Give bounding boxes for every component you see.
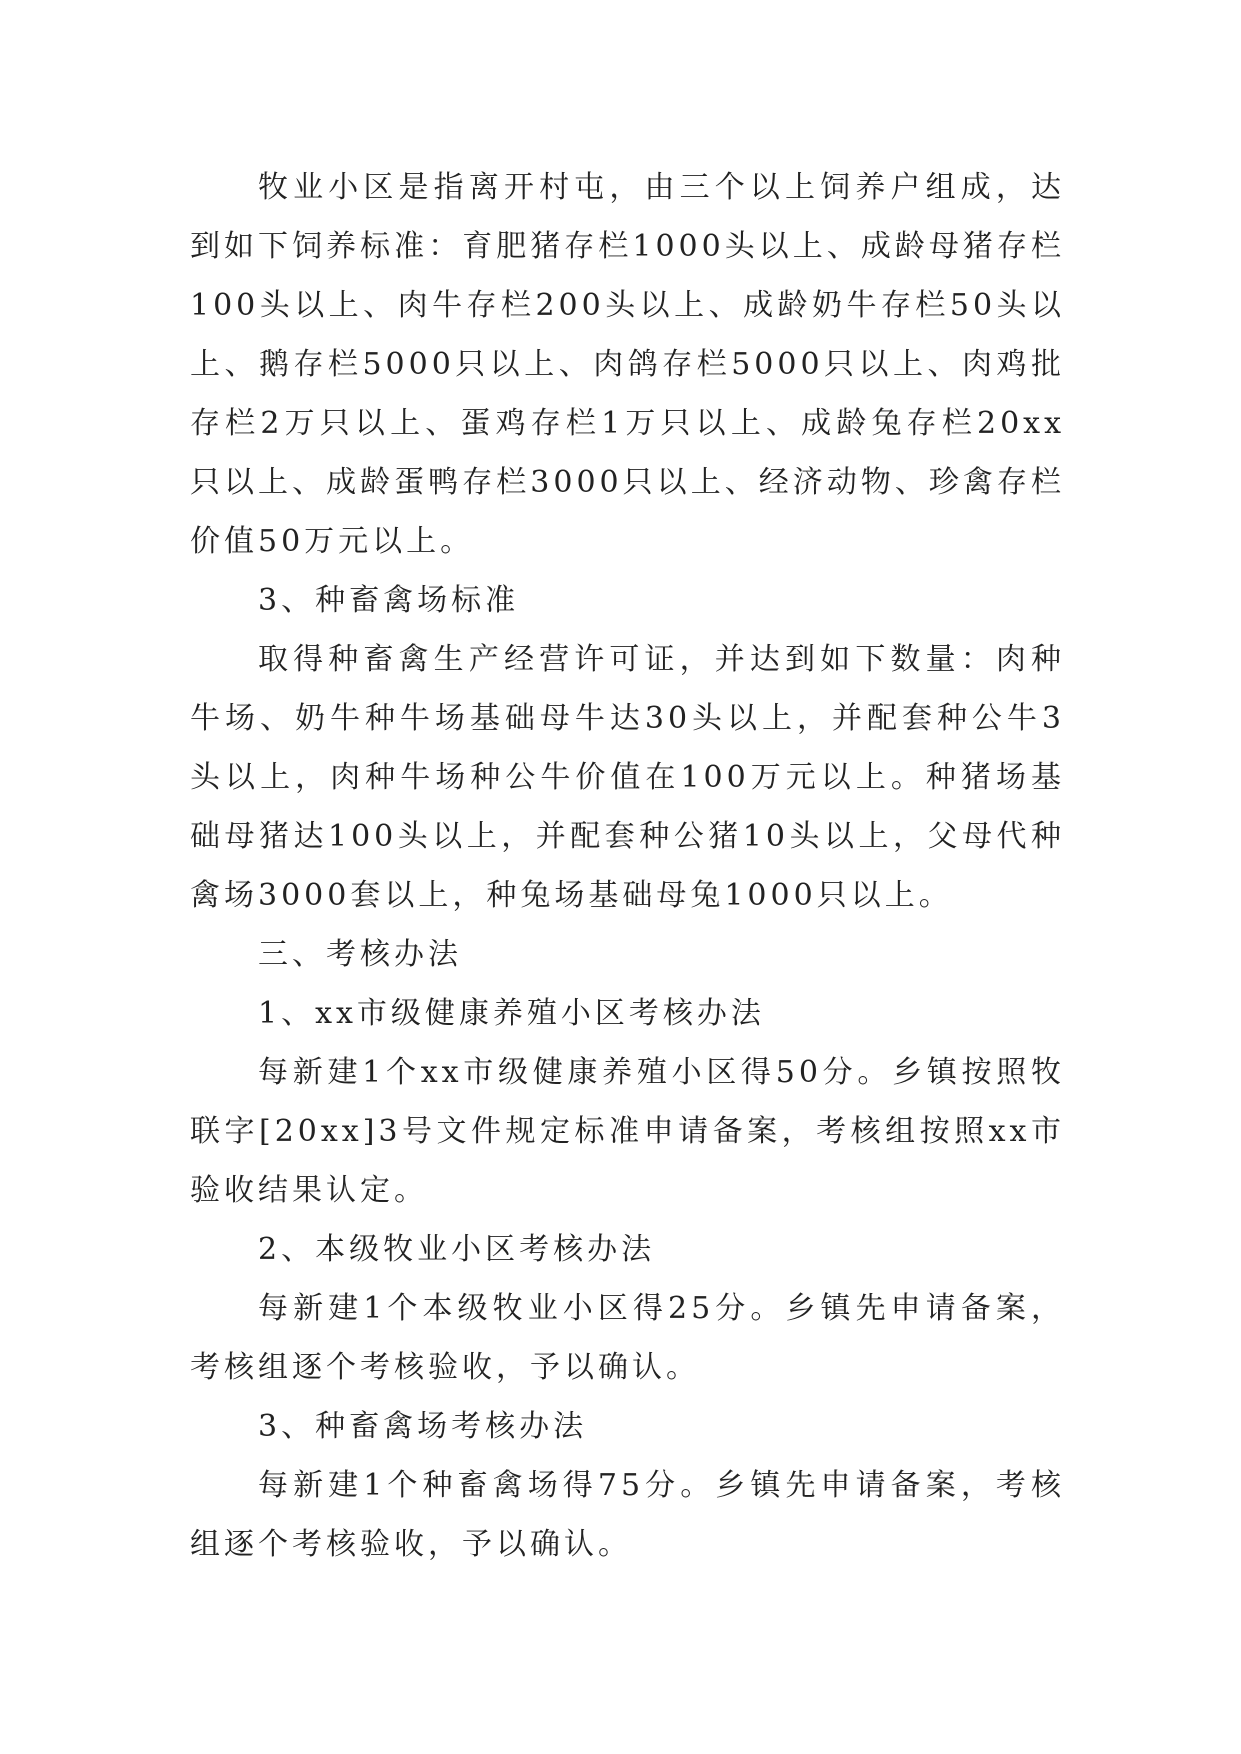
- paragraph-local-level-assessment: 每新建1个本级牧业小区得25分。乡镇先申请备案，考核组逐个考核验收，予以确认。: [190, 1291, 1065, 1385]
- heading-local-level-assessment: 2、本级牧业小区考核办法: [258, 1232, 656, 1267]
- paragraph-breeding-farm-assessment: 每新建1个种畜禽场得75分。乡镇先申请备案，考核组逐个考核验收，予以确认。: [190, 1468, 1065, 1562]
- paragraph-city-level-assessment: 每新建1个xx市级健康养殖小区得50分。乡镇按照牧联字[20xx]3号文件规定标准申请备案，考核组按照xx市验收结果认定。: [190, 1055, 1065, 1208]
- paragraph-livestock-zone-standard: 牧业小区是指离开村屯，由三个以上饲养户组成，达到如下饲养标准：育肥猪存栏1000头以上、成龄母猪存栏100头以上、肉牛存栏200头以上、成龄奶牛存栏50头以上、鹅存栏5000只以上、肉鸽存栏5000只以上、肉鸡批存栏2万只以上、蛋鸡存栏1万只以上、成龄兔存栏20xx只以上、成龄蛋鸭存栏3000只以上、经济动物、珍禽存栏价值50万元以上。: [190, 170, 1065, 559]
- document-body: [190, 158, 1065, 1574]
- heading-breeding-farm-assessment: 3、种畜禽场考核办法: [258, 1409, 588, 1444]
- heading-city-level-assessment: 1、xx市级健康养殖小区考核办法: [258, 996, 765, 1031]
- paragraph-breeding-farm-standard: 取得种畜禽生产经营许可证，并达到如下数量：肉种牛场、奶牛种牛场基础母牛达30头以上，并配套种公牛3头以上，肉种牛场种公牛价值在100万元以上。种猪场基础母猪达100头以上，并配套种公猪10头以上，父母代种禽场3000套以上，种兔场基础母兔1000只以上。: [190, 642, 1065, 913]
- heading-assessment-methods: 三、考核办法: [258, 937, 462, 972]
- heading-breeding-farm-standard: 3、种畜禽场标准: [258, 583, 520, 618]
